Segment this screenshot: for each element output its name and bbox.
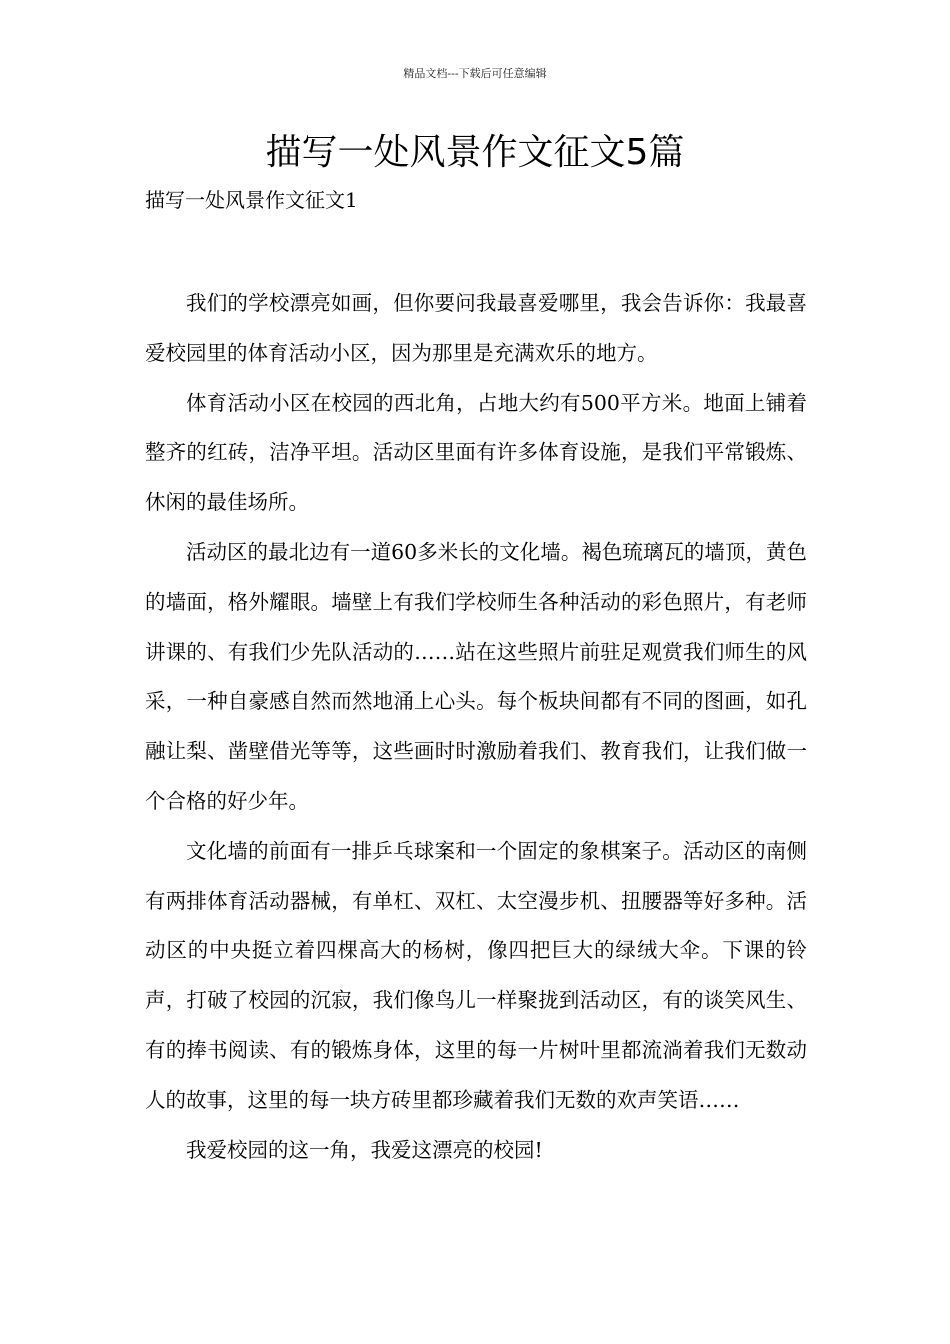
- essay-body: [145, 279, 807, 1175]
- paragraph-5: 我爱校园的这一角，我爱这漂亮的校园!: [186, 1137, 543, 1162]
- page-header-note: 精品文档---下载后可任意编辑: [403, 67, 547, 80]
- paragraph-4: 文化墙的前面有一排乒乓球案和一个固定的象棋案子。活动区的南侧有两排体育活动器械，有单杠、双杠、太空漫步机、扭腰器等好多种。活动区的中央挺立着四棵高大的杨树，像四把巨大的绿绒大伞。下课的铃声，打破了校园的沉寂，我们像鸟儿一样聚拢到活动区，有的谈笑风生、有的捧书阅读、有的锻炼身体，这里的每一片树叶里都流淌着我们无数动人的故事，这里的每一块方砖里都珍藏着我们无数的欢声笑语……: [145, 838, 807, 1112]
- paragraph-1: 我们的学校漂亮如画，但你要问我最喜爱哪里，我会告诉你：我最喜爱校园里的体育活动小区，因为那里是充满欢乐的地方。: [145, 291, 807, 365]
- paragraph-2: 体育活动小区在校园的西北角，占地大约有500平方米。地面上铺着整齐的红砖，洁净平坦。活动区里面有许多体育设施，是我们平常锻炼、休闲的最佳场所。: [145, 390, 807, 515]
- paragraph-3: 活动区的最北边有一道60多米长的文化墙。褐色琉璃瓦的墙顶，黄色的墙面，格外耀眼。墙壁上有我们学校师生各种活动的彩色照片，有老师讲课的、有我们少先队活动的……站在这些照片前驻足观赏我们师生的风采，一种自豪感自然而然地涌上心头。每个板块间都有不同的图画，如孔融让梨、凿壁借光等等，这些画时时激励着我们、教育我们，让我们做一个合格的好少年。: [145, 539, 807, 813]
- document-title: 描写一处风景作文征文5篇: [265, 132, 685, 173]
- section-heading: 描写一处风景作文征文1: [145, 188, 358, 212]
